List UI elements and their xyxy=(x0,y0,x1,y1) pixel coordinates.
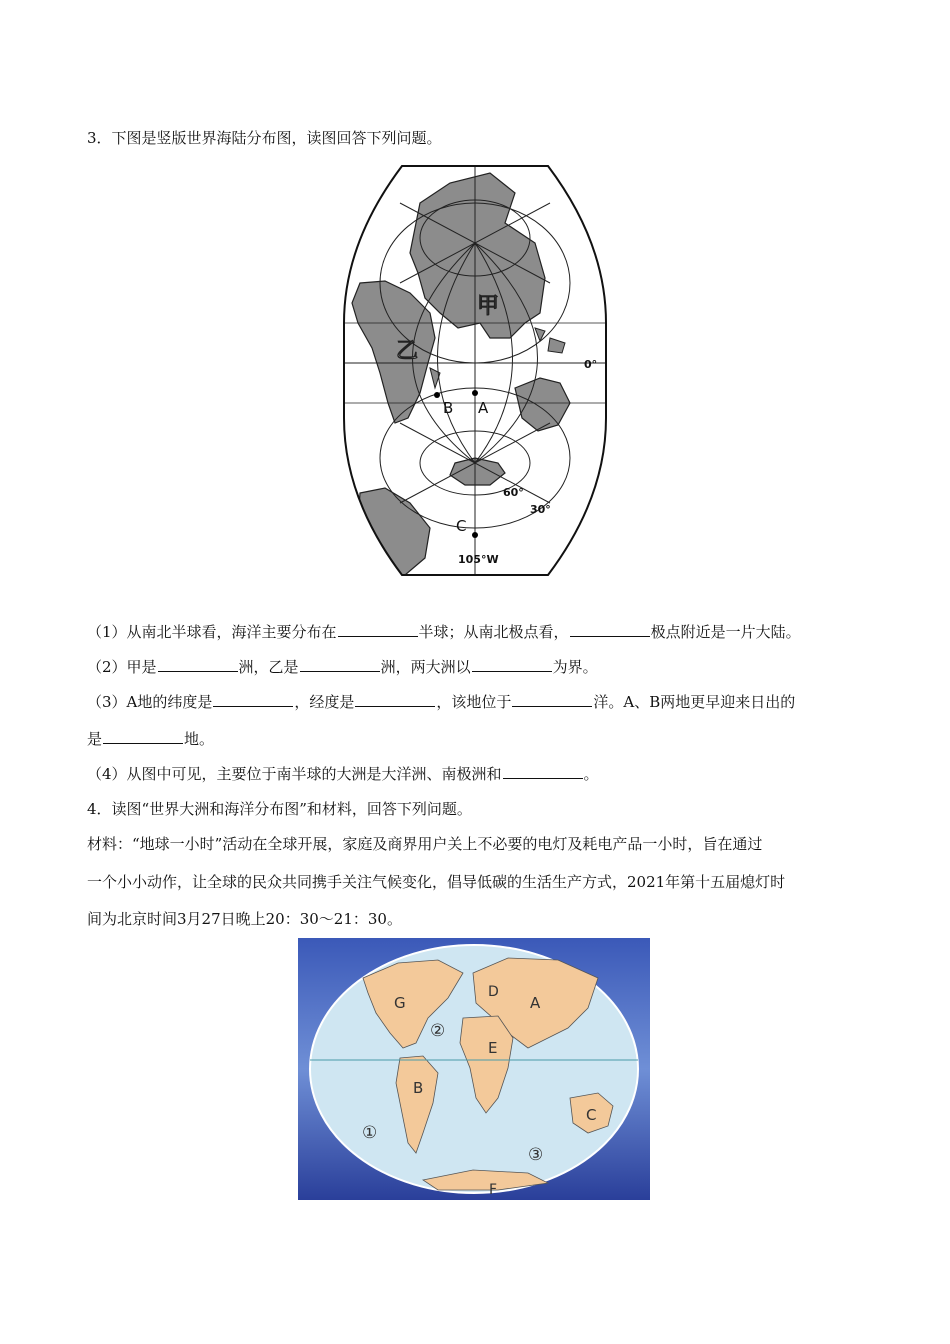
answer-blank[interactable] xyxy=(512,692,592,707)
q3-world-map xyxy=(340,163,610,578)
lat-0-label: 0° xyxy=(584,358,598,371)
ocean-1-label: ① xyxy=(362,1123,378,1143)
q4-title: 4．读图“世界大洲和海洋分布图”和材料，回答下列问题。 xyxy=(87,800,472,818)
label-b: B xyxy=(413,1079,424,1097)
q4-world-map xyxy=(298,938,650,1200)
label-c: C xyxy=(586,1106,597,1124)
point-a xyxy=(472,390,478,396)
lat-60-label: 60° xyxy=(503,486,524,499)
q3-title: 3．下图是竖版世界海陆分布图，读图回答下列问题。 xyxy=(87,129,442,147)
lon-105w-label: 105°W xyxy=(458,553,499,566)
q3-part-3-cont: 是 地。 xyxy=(87,730,215,748)
point-b xyxy=(434,392,440,398)
ocean-2-label: ② xyxy=(430,1021,446,1041)
answer-blank[interactable] xyxy=(355,692,435,707)
q3-part-3: （3）A地的纬度是 ，经度是 ，该地位于 洋。A、B两地更早迎来日出的 xyxy=(87,693,796,711)
label-b: B xyxy=(443,399,454,417)
q3-part-1: （1）从南北半球看，海洋主要分布在 半球；从南北极点看， 极点附近是一片大陆。 xyxy=(87,623,801,641)
q4-material-line-1: 材料：“地球一小时”活动在全球开展，家庭及商界用户关上不必要的电灯及耗电产品一小时，旨在通过 xyxy=(87,835,763,853)
answer-blank[interactable] xyxy=(158,657,238,672)
label-e: E xyxy=(488,1039,498,1057)
label-c: C xyxy=(456,517,467,535)
label-jia: 甲 xyxy=(477,294,500,319)
q3-part-4: （4）从图中可见，主要位于南半球的大洲是大洋洲、南极洲和 。 xyxy=(87,765,599,783)
q4-material-line-3: 间为北京时间3月27日晚上20：30～21：30。 xyxy=(87,910,402,928)
label-yi: 乙 xyxy=(396,339,419,364)
lat-30-label: 30° xyxy=(530,503,551,516)
answer-blank[interactable] xyxy=(503,764,583,779)
q3-part-2: （2）甲是 洲，乙是 洲，两大洲以 为界。 xyxy=(87,658,598,676)
label-a: A xyxy=(478,399,489,417)
answer-blank[interactable] xyxy=(338,622,418,637)
q4-material-line-2: 一个小小动作，让全球的民众共同携手关注气候变化，倡导低碳的生活生产方式，2021年第十五届熄灯时 xyxy=(87,873,786,891)
label-d: D xyxy=(488,984,499,1000)
ocean-3-label: ③ xyxy=(528,1145,544,1165)
answer-blank[interactable] xyxy=(300,657,380,672)
label-g: G xyxy=(394,994,406,1012)
answer-blank[interactable] xyxy=(570,622,650,637)
label-a: A xyxy=(530,994,541,1012)
answer-blank[interactable] xyxy=(472,657,552,672)
label-f: F xyxy=(489,1182,498,1198)
answer-blank[interactable] xyxy=(103,729,183,744)
point-c xyxy=(472,532,478,538)
answer-blank[interactable] xyxy=(213,692,293,707)
